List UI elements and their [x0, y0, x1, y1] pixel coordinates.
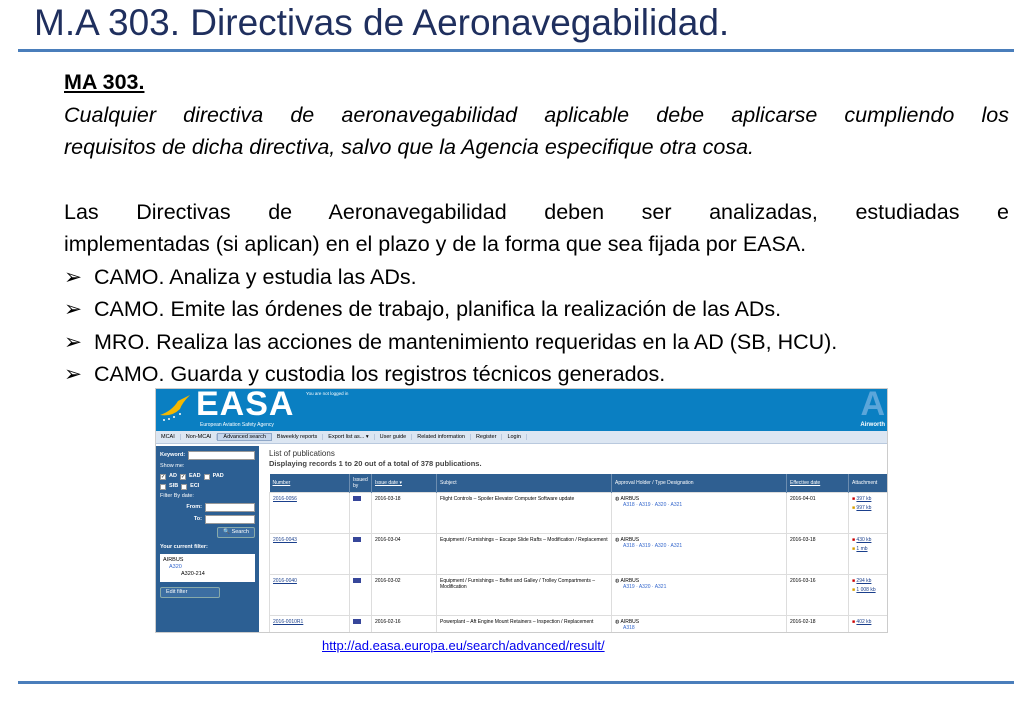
ad-number-link[interactable]: 2016-0056 [273, 496, 297, 502]
search-label: Search [231, 529, 249, 535]
approval-holder [612, 534, 787, 575]
ead-label: EAD [188, 473, 201, 479]
zip-icon: ■ [852, 505, 856, 511]
edit-filter-button[interactable]: Edit filter [160, 587, 220, 598]
type-designations: A318 [623, 625, 635, 631]
issue-date: 2016-03-02 [372, 575, 437, 616]
nav-advanced-search[interactable]: Advanced search [217, 433, 272, 441]
source-link[interactable]: http://ad.easa.europa.eu/search/advanced/result/ [322, 638, 605, 653]
title-divider [18, 49, 1014, 52]
airworthiness-label: Airworth [860, 422, 885, 428]
easa-screenshot [155, 388, 888, 633]
ad-number-link[interactable]: 2016-0010R1 [273, 619, 304, 625]
pdf-attachment-link[interactable]: 402 kb [856, 619, 872, 625]
sib-checkbox[interactable] [160, 484, 166, 490]
pdf-attachment-link[interactable]: 294 kb [856, 578, 872, 584]
zip-icon: ■ [852, 546, 856, 552]
filter-date-label: Filter By date: [160, 493, 194, 499]
globe-icon: ◍ [615, 496, 620, 502]
show-me-label: Show me: [160, 463, 185, 469]
globe-icon: ◍ [615, 537, 620, 543]
from-label: From: [186, 504, 202, 510]
list-title: List of publications [269, 449, 335, 458]
search-icon: 🔍 [223, 529, 231, 535]
col-issue-date[interactable]: Issue date ▾ [372, 474, 437, 493]
zip-icon: ■ [852, 587, 856, 593]
slide-body [64, 66, 1009, 391]
nav-non-mcai[interactable]: Non-MCAI [181, 434, 218, 440]
issue-date: 2016-03-04 [372, 534, 437, 575]
quote-line: Cualquier directiva de aeronavegabilidad aplicable debe aplicarse cumpliendo los [64, 102, 1009, 127]
pdf-attachment-link[interactable]: 430 kb [856, 537, 872, 543]
table-row [270, 616, 889, 634]
pdf-attachment-link[interactable]: 397 kb [856, 496, 872, 502]
subject: Powerplant – Aft Engine Mount Retainers – Inspection / Replacement [437, 616, 612, 634]
nav-login[interactable]: Login [502, 434, 526, 440]
nav-related-information[interactable]: Related information [412, 434, 471, 440]
pdf-icon: ■ [852, 537, 856, 543]
col-attachment: Attachment [849, 474, 889, 493]
brand-letter: A [860, 388, 885, 423]
effective-date: 2016-03-16 [787, 575, 849, 616]
subject: Equipment / Furnishings – Escape Slide Rafts – Modification / Replacement [437, 534, 612, 575]
records-count: Displaying records 1 to 20 out of a total of 378 publications. [269, 459, 482, 468]
easa-header [156, 389, 887, 431]
table-row [270, 534, 889, 575]
eu-flag-icon [353, 537, 361, 542]
easa-nav [156, 431, 887, 444]
subject: Flight Controls – Spoiler Elevator Computer Software update [437, 493, 612, 534]
easa-logo-text: EASA [196, 388, 295, 423]
from-date-input[interactable] [205, 503, 255, 512]
search-sidebar [156, 446, 259, 633]
publications-table [269, 474, 888, 633]
arrow-bullet-icon: ➢ [64, 362, 83, 386]
eci-label: ECI [190, 483, 200, 489]
search-button[interactable] [217, 527, 255, 538]
pdf-icon: ■ [852, 578, 856, 584]
paragraph-line: implementadas (si aplican) en el plazo y de la forma que sea fijada por EASA. [64, 232, 807, 256]
pad-label: PAD [212, 473, 224, 479]
attachments [849, 493, 889, 534]
pad-checkbox[interactable] [204, 474, 210, 480]
effective-date: 2016-03-18 [787, 534, 849, 575]
to-label: To: [193, 516, 202, 522]
nav-user-guide[interactable]: User guide [375, 434, 413, 440]
pdf-icon: ■ [852, 619, 856, 625]
nav-biweekly-reports[interactable]: Biweekly reports [272, 434, 323, 440]
bullet-item: ➢ CAMO. Guarda y custodia los registros técnicos generados. [64, 358, 1009, 391]
easa-bird-logo-icon [158, 393, 192, 423]
footer-divider [18, 681, 1014, 684]
arrow-bullet-icon: ➢ [64, 329, 83, 354]
holder-name: AIRBUS [620, 578, 640, 584]
nav-export-list[interactable]: Export list as... ▾ [323, 434, 374, 440]
zip-attachment-link[interactable]: 997 kb [856, 505, 872, 511]
effective-date: 2016-04-01 [787, 493, 849, 534]
ead-checkbox[interactable]: ✓ [180, 473, 186, 480]
ad-number-link[interactable]: 2016-0040 [273, 578, 297, 584]
table-row [270, 493, 889, 534]
slide-title: M.A 303. Directivas de Aeronavegabilidad. [34, 2, 730, 43]
arrow-bullet-icon: ➢ [64, 297, 83, 321]
current-filter-label: Your current filter: [160, 544, 208, 550]
approval-holder [612, 616, 787, 634]
filter-type: A320 [169, 564, 182, 570]
holder-name: AIRBUS [620, 496, 640, 502]
approval-holder [612, 493, 787, 534]
type-designations: A319 · A320 · A321 [623, 584, 667, 590]
type-designations: A318 · A319 · A320 · A321 [623, 502, 683, 508]
holder-name: AIRBUS [620, 619, 640, 625]
login-status: You are not logged in [306, 391, 349, 396]
keyword-label: Keyword: [160, 452, 186, 458]
publications-panel [269, 449, 888, 633]
arrow-bullet-icon: ➢ [64, 264, 83, 289]
zip-attachment-link[interactable]: 1 mb [856, 546, 868, 552]
filter-model: A320-214 [181, 571, 205, 577]
agency-name: European Aviation Safety Agency [200, 422, 274, 428]
globe-icon: ◍ [615, 619, 620, 625]
col-issued-by: Issued by [350, 474, 372, 493]
bullet-item: ➢ CAMO. Emite las órdenes de trabajo, planifica la realización de las ADs. [64, 293, 1009, 326]
col-effective-date[interactable]: Effective date [787, 474, 849, 493]
col-approval-holder: Approval Holder / Type Designation [612, 474, 787, 493]
bullet-item: ➢ MRO. Realiza las acciones de mantenimiento requeridas en la AD (SB, HCU). [64, 326, 1009, 359]
effective-date: 2016-02-18 [787, 616, 849, 634]
ad-label: AD [169, 473, 177, 479]
quote-line: requisitos de dicha directiva, salvo que la Agencia especifique otra cosa. [64, 135, 754, 159]
to-date-input[interactable] [205, 515, 255, 524]
eci-checkbox[interactable] [181, 484, 187, 490]
attachments [849, 575, 889, 616]
sib-label: SIB [169, 483, 179, 489]
paragraph-line: Las Directivas de Aeronavegabilidad deben ser analizadas, estudiadas e [64, 199, 1009, 224]
holder-name: AIRBUS [620, 537, 640, 543]
approval-holder [612, 575, 787, 616]
section-heading: MA 303. [64, 70, 145, 94]
attachments [849, 616, 889, 634]
col-subject: Subject [437, 474, 612, 493]
zip-attachment-link[interactable]: 1 008 kb [856, 587, 876, 593]
current-filter-box [160, 554, 255, 582]
issue-date: 2016-03-18 [372, 493, 437, 534]
bullet-item: ➢ CAMO. Analiza y estudia las ADs. [64, 261, 1009, 294]
nav-register[interactable]: Register [471, 434, 502, 440]
col-number[interactable]: Number [270, 474, 350, 493]
subject: Equipment / Furnishings – Buffet and Galley / Trolley Compartments – Modification [437, 575, 612, 616]
table-row [270, 575, 889, 616]
type-designations: A318 · A319 · A320 · A321 [623, 543, 683, 549]
pdf-icon: ■ [852, 496, 856, 502]
eu-flag-icon [353, 619, 361, 624]
eu-flag-icon [353, 496, 361, 501]
ad-checkbox[interactable]: ✓ [161, 473, 166, 480]
ad-number-link[interactable]: 2016-0043 [273, 537, 297, 543]
filter-manufacturer: AIRBUS [163, 557, 184, 563]
keyword-input[interactable] [188, 451, 255, 460]
issue-date: 2016-02-16 [372, 616, 437, 634]
attachments [849, 534, 889, 575]
globe-icon: ◍ [615, 578, 620, 584]
eu-flag-icon [353, 578, 361, 583]
nav-mcai[interactable]: MCAI [156, 434, 181, 440]
